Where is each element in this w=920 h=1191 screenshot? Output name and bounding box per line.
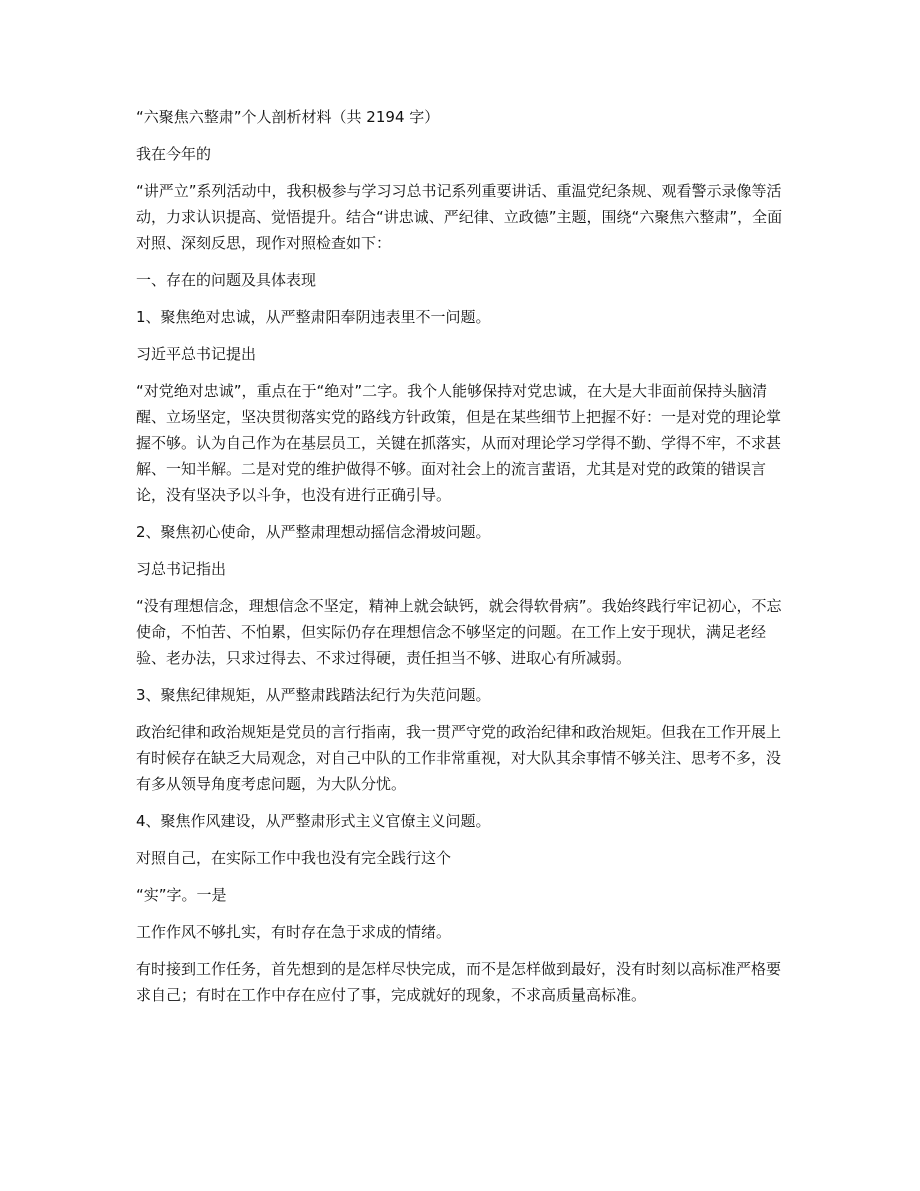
- paragraph-discipline-detail: 政治纪律和政治规矩是党员的言行指南，我一贯严守党的政治纪律和政治规矩。但我在工作开展上有时候存在缺乏大局观念，对自己中队的工作非常重视，对大队其余事情不够关注、思考不多，没有多从领导角度考虑问题，为大队分忧。: [136, 723, 782, 793]
- paragraph-intro-fragment: 我在今年的: [136, 145, 212, 163]
- paragraph-intro: “讲严立”系列活动中，我积极参与学习习总书记系列重要讲话、重温党纪条规、观看警示录像等活动，力求认识提高、觉悟提升。结合“讲忠诚、严纪律、立政德”主题，围绕“六聚焦六整肃”，全面对照、深刻反思，现作对照检查如下：: [136, 182, 783, 252]
- document-title: “六聚焦六整肃”个人剖析材料（共 2194 字）: [136, 108, 440, 126]
- subheading-mission: 2、聚焦初心使命，从严整肃理想动摇信念滑坡问题。: [136, 523, 491, 541]
- paragraph-xi-proposed: 习近平总书记提出: [136, 345, 257, 363]
- subheading-loyalty: 1、聚焦绝对忠诚，从严整肃阳奉阴违表里不一问题。: [136, 308, 491, 326]
- paragraph-shi-word: “实”字。一是: [136, 886, 227, 904]
- paragraph-work-style: 工作作风不够扎实，有时存在急于求成的情绪。: [136, 923, 452, 941]
- paragraph-self-compare: 对照自己，在实际工作中我也没有完全践行这个: [136, 849, 452, 867]
- paragraph-mission-detail: “没有理想信念，理想信念不坚定，精神上就会缺钙，就会得软骨病”。我始终践行牢记初心，不忘使命，不怕苦、不怕累，但实际仍存在理想信念不够坚定的问题。在工作上安于现状，满足老经验、老办法，只求过得去、不求过得硬，责任担当不够、进取心有所减弱。: [136, 597, 782, 667]
- document-body: [136, 104, 786, 1008]
- subheading-style: 4、聚焦作风建设，从严整肃形式主义官僚主义问题。: [136, 812, 491, 830]
- subheading-discipline: 3、聚焦纪律规矩，从严整肃践踏法纪行为失范问题。: [136, 686, 491, 704]
- paragraph-loyalty-detail: “对党绝对忠诚”，重点在于“绝对”二字。我个人能够保持对党忠诚，在大是大非面前保持头脑清醒、立场坚定，坚决贯彻落实党的路线方针政策，但是在某些细节上把握不好：一是对党的理论掌握不够。认为自己作为在基层员工，关键在抓落实，从而对理论学习学得不勤、学得不牢，不求甚解、一知半解。二是对党的维护做得不够。面对社会上的流言蜚语，尤其是对党的政策的错误言论，没有坚决予以斗争，也没有进行正确引导。: [136, 382, 782, 504]
- section-heading-problems: 一、存在的问题及具体表现: [136, 271, 317, 289]
- paragraph-xi-pointed: 习总书记指出: [136, 560, 227, 578]
- paragraph-task-detail: 有时接到工作任务，首先想到的是怎样尽快完成，而不是怎样做到最好，没有时刻以高标准严格要求自己；有时在工作中存在应付了事，完成就好的现象，不求高质量高标准。: [136, 960, 782, 1004]
